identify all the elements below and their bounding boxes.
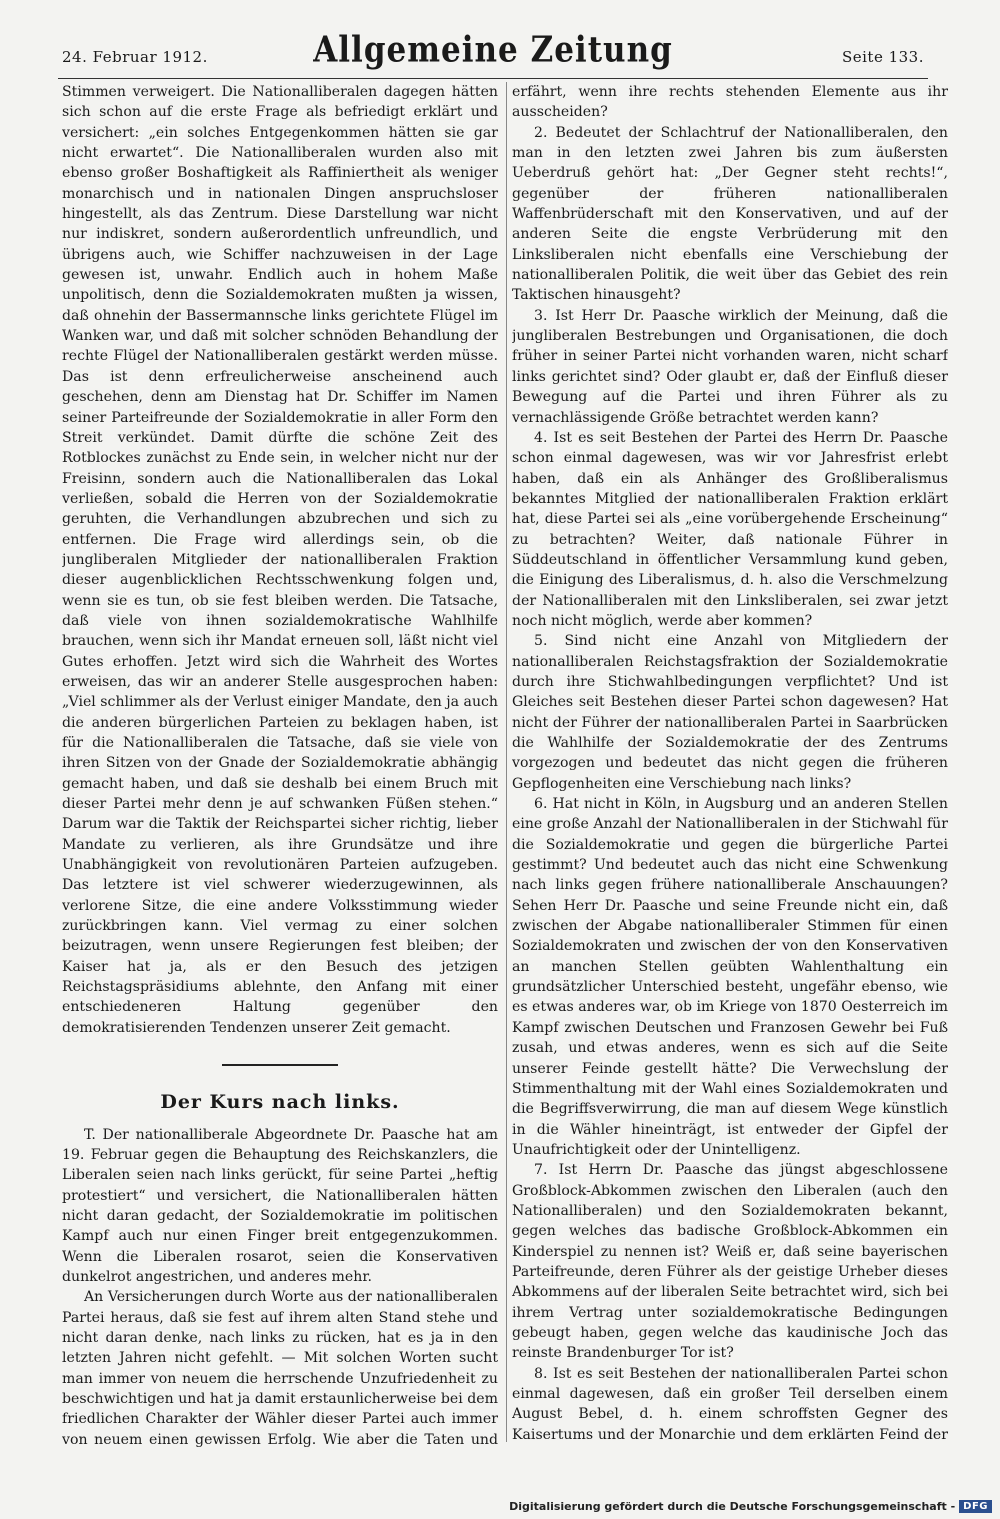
question-paragraph: 3. Ist Herr Dr. Paasche wirklich der Meinung, daß die jungliberalen Bestrebungen und Organisationen, die doch früher in seiner Partei nicht vorhanden waren, nicht scharf links gerichtet sind? Oder glaubt er, daß der Einfluß dieser Bewegung auf die Partei und ihren Führer als zu vernachlässigende Größe betrachtet werden kann? [512,307,948,426]
question-paragraph: 7. Ist Herrn Dr. Paasche das jüngst abgeschlossene Großblock-Abkommen zwischen den Liberalen (auch den Nationalliberalen) und den Sozialdemokraten bekannt, gegen welches das badische Großblock-Abkommen ein Kinderspiel zu nennen ist? Weiß er, daß seine bayerischen Parteifreunde, deren Führer als der geistige Urheber dieses Abkommens auf der liberalen Seite betrachtet wird, sich bei ihrem Vertrag unter sozialdemokratische Bedingungen gebeugt haben, gegen welche das kaudinische Joch das reinste Brandenburger Tor ist? [512,1162,948,1362]
question-paragraph: 4. Ist es seit Bestehen der Partei des Herrn Dr. Paasche schon einmal dagewesen, was wir vor Jahresfrist erlebt haben, daß ein als Anhänger des Großliberalismus bekanntes Mitglied der nationalliberalen Fraktion erklärt hat, diese Partei sei als „eine vorübergehende Erscheinung“ zu betrachten? Weiter, daß nationale Führer in Süddeutschland in öffentlicher Versammlung kund geben, die Einigung des Liberalismus, d. h. also die Verschmelzung der Nationalliberalen mit den Linksliberalen, sei zwar jetzt noch nicht möglich, werde aber kommen? [512,429,948,629]
footer-credit: Digitalisierung gefördert durch die Deutsche Forschungsgemeinschaft - [509,1499,956,1513]
section-title: Der Kurs nach links. [160,1091,400,1114]
issue-date: 24. Februar 1912. [62,48,208,66]
dfg-logo: DFG [959,1500,992,1513]
question-paragraph: 8. Ist es seit Bestehen der nationalliberalen Partei schon einmal dagewesen, daß ein großer Teil derselben einem August Bebel, d. h. einem schroffsten Gegner des Kaisertums und der Monarchie und dem erklärten Feind der [512,1365,948,1443]
article-paragraph: erfährt, wenn ihre rechts stehenden Elemente aus ihr ausscheiden? [512,84,948,121]
column-divider [506,82,507,1442]
page-header [58,29,928,88]
newspaper-title: Allgemeine Zeitung [313,29,673,71]
section-separator [222,1064,338,1066]
article-paragraph: An Versicherungen durch Worte aus der nationalliberalen Partei heraus, daß sie fest auf ihrem alten Stand stehe und nicht daran denke, nach links zu rücken, hat es ja in den letzten Jahren nicht gefehlt. — Mit solchen Worten sucht man immer von neuem die herrschende Unzufriedenheit zu beschwichtigen und hat ja damit erstaunlicherweise bei dem friedlichen Charakter der Wähler dieser Partei auch immer von neuem einen gewissen Erfolg. Wie aber die Taten und [62,1289,498,1447]
question-paragraph: 2. Bedeutet der Schlachtruf der Nationalliberalen, den man in den letzten zwei Jahren bis zum äußersten Ueberdruß gehört hat: „Der Gegner steht rechts!“, gegenüber der früheren nationalliberalen Waffenbrüderschaft mit den Konservativen, und auf der anderen Seite die engste Verbrüderung mit den Linksliberalen nicht ebenfalls eine Verschiebung der nationalliberalen Politik, die weit über das Gebiet des rein Taktischen hinausgeht? [512,124,948,304]
header-rule [58,78,928,79]
left-column [62,82,498,1447]
question-paragraph: 6. Hat nicht in Köln, in Augsburg und an anderen Stellen eine große Anzahl der Nationalliberalen in der Stichwahl für die Sozialdemokratie und gegen die bürgerliche Partei gestimmt? Und bedeutet auch das nicht eine Schwenkung nach links gegen frühere nationalliberale Anschauungen? Sehen Herr Dr. Paasche und seine Freunde nicht ein, daß zwischen der Abgabe nationalliberaler Stimmen für einen Sozialdemokraten und zwischen der von den Konservativen an manchen Stellen geübten Wahlenthaltung ein grundsätzlicher Unterschied besteht, ungefähr ebenso, wie es etwas anderes war, ob im Kriege von 1870 Oesterreich im Kampf zwischen Deutschen und Franzosen Gewehr bei Fuß zusah, und etwas anderes, wenn es sich auf die Seite unserer Feinde gestellt hätte? Die Verwechslung der Stimmenthaltung mit der Wahl eines Sozialdemokraten und die Begriffsverwirrung, die man auf diesem Wege künstlich in die Wähler hineinträgt, ist entweder der Gipfel der Unaufrichtigkeit oder der Unintelligenz. [512,796,948,1158]
right-column [512,82,948,1447]
digitization-footer [509,1497,992,1515]
article-paragraph: T. Der nationalliberale Abgeordnete Dr. Paasche hat am 19. Februar gegen die Behauptung des Reichskanzlers, die Liberalen seien nach links gerückt, für seine Partei „heftig protestiert“ und versichert, die Nationalliberalen hätten nicht daran gedacht, der Sozialdemokratie im politischen Kampf auch nur einen Finger breit entgegenzukommen. Wenn die Liberalen rosarot, seien die Konservativen dunkelrot angestrichen, und anderes mehr. [62,1126,498,1285]
page-number: Seite 133. [841,48,924,66]
article-paragraph: Stimmen verweigert. Die Nationalliberalen dagegen hätten sich schon auf die erste Frage als befriedigt erklärt und versichert: „ein solches Entgegenkommen hätten sie gar nicht erwartet“. Die Nationalliberalen wurden also mit ebenso großer Boshaftigkeit als Raffiniertheit als weniger monarchisch und in nationalen Dingen anspruchsloser hingestellt, als das Zentrum. Diese Darstellung war nicht nur indiskret, sondern außerordentlich unfreundlich, und übrigens auch, wie Schiffer nachzuweisen in der Lage gewesen ist, unwahr. Endlich auch in hohem Maße unpolitisch, denn die Sozialdemokraten mußten ja wissen, daß ohnehin der Bassermannsche links gerichtete Flügel im Wanken war, und daß mit solcher schnöden Behandlung der rechte Flügel der Nationalliberalen gestärkt werden müsse. Das ist denn erfreulicherweise anscheinend auch geschehen, denn am Dienstag hat Dr. Schiffer im Namen seiner Parteifreunde der Sozialdemokratie in aller Form den Streit verkündet. Damit dürfte die schöne Zeit des Rotblockes zunächst zu Ende sein, in welcher nicht nur der Freisinn, sondern auch die Nationalliberalen das Lokal verließen, sobald die Herren von der Sozialdemokratie geruhten, die Verhandlungen abzubrechen und sich zu entfernen. Die Frage wird allerdings sein, ob die jungliberalen Mitglieder der nationalliberalen Fraktion dieser augenblicklichen Rechtsschwenkung folgen und, wenn sie es tun, ob sie fest bleiben werden. Die Tatsache, daß viele von ihnen sozialdemokratische Wahlhilfe brauchen, wenn sich ihr Mandat erneuen soll, läßt nicht viel Gutes erhoffen. Jetzt wird sich die Wahrheit des Wortes erweisen, das wir an anderer Stelle ausgesprochen haben: „Viel schlimmer als der Verlust einiger Mandate, den ja auch die anderen bürgerlichen Parteien zu beklagen haben, ist für die Nationalliberalen die Tatsache, daß sie viele von ihren Sitzen von der Gnade der Sozialdemokratie abhängig gemacht haben, und daß sie deshalb bei einem Bruch mit dieser Partei mehr denn je auf schwanken Füßen stehen.“ Darum war die Taktik der Reichspartei sicher richtig, lieber Mandate zu verlieren, als ihre Grundsätze und ihre Unabhängigkeit von revolutionären Parteien aufzugeben. Das letztere ist viel schwerer wiederzugewinnen, als verlorene Sitze, die eine andere Volksstimmung wieder zurückbringen kann. Viel vermag zu einer solchen beizutragen, wenn unsere Regierungen fest bleiben; der Kaiser hat ja, als er den Besuch des jetzigen Reichstagspräsidiums ablehnte, den Anfang mit einer entschiedeneren Haltung gegenüber den demokratisierenden Tendenzen unserer Zeit gemacht. [62,84,498,1036]
question-paragraph: 5. Sind nicht eine Anzahl von Mitgliedern der nationalliberalen Reichstagsfraktion der Sozialdemokratie durch ihre Stichwahlbedingungen verpflichtet? Und ist Gleiches seit Bestehen dieser Partei schon dagewesen? Hat nicht der Führer der nationalliberalen Partei in Saarbrücken die Wahlhilfe der Sozialdemokratie der des Zentrums vorgezogen und bedeutet das nicht gegen die früheren Gepflogenheiten eine Verschiebung nach links? [512,633,948,792]
